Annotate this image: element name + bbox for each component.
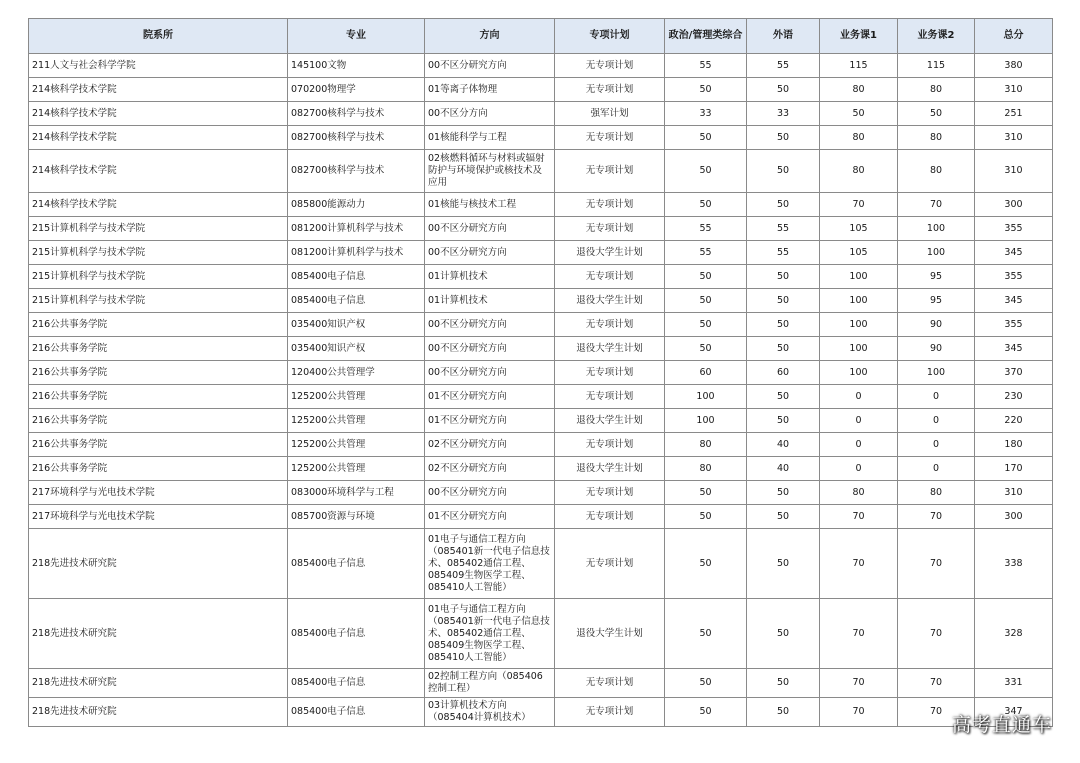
- major-cell: 125200公共管理: [288, 385, 425, 409]
- plan-cell: 退役大学生计划: [555, 289, 665, 313]
- course1-score-cell: 70: [820, 669, 898, 698]
- direction-cell: 00不区分研究方向: [425, 313, 555, 337]
- language-score-cell: 50: [747, 669, 820, 698]
- course1-score-cell: 70: [820, 529, 898, 599]
- course2-score-cell: 100: [898, 361, 975, 385]
- politics-score-cell: 100: [665, 409, 747, 433]
- total-score-cell: 300: [975, 193, 1053, 217]
- politics-score-cell: 55: [665, 241, 747, 265]
- direction-cell: 00不区分方向: [425, 102, 555, 126]
- table-row: [29, 265, 1053, 289]
- course2-score-cell: 70: [898, 698, 975, 727]
- course2-score-cell: 100: [898, 241, 975, 265]
- politics-score-cell: 50: [665, 265, 747, 289]
- politics-score-cell: 33: [665, 102, 747, 126]
- direction-cell: 02不区分研究方向: [425, 433, 555, 457]
- total-score-cell: 370: [975, 361, 1053, 385]
- table-row: [29, 54, 1053, 78]
- language-score-cell: 50: [747, 698, 820, 727]
- language-score-cell: 50: [747, 337, 820, 361]
- plan-cell: 无专项计划: [555, 193, 665, 217]
- politics-score-cell: 100: [665, 385, 747, 409]
- language-score-cell: 50: [747, 78, 820, 102]
- plan-cell: 退役大学生计划: [555, 241, 665, 265]
- plan-cell: 退役大学生计划: [555, 457, 665, 481]
- plan-cell: 无专项计划: [555, 54, 665, 78]
- direction-cell: 01不区分研究方向: [425, 409, 555, 433]
- direction-cell: 01计算机技术: [425, 289, 555, 313]
- dept-cell: 218先进技术研究院: [29, 669, 288, 698]
- politics-score-cell: 50: [665, 698, 747, 727]
- course1-score-cell: 0: [820, 433, 898, 457]
- language-score-cell: 55: [747, 54, 820, 78]
- major-cell: 085400电子信息: [288, 599, 425, 669]
- language-score-cell: 33: [747, 102, 820, 126]
- language-score-cell: 50: [747, 505, 820, 529]
- major-cell: 145100文物: [288, 54, 425, 78]
- major-cell: 083000环境科学与工程: [288, 481, 425, 505]
- header-language: 外语: [747, 19, 820, 54]
- course2-score-cell: 0: [898, 433, 975, 457]
- language-score-cell: 55: [747, 241, 820, 265]
- direction-cell: 01计算机技术: [425, 265, 555, 289]
- politics-score-cell: 50: [665, 78, 747, 102]
- language-score-cell: 60: [747, 361, 820, 385]
- total-score-cell: 331: [975, 669, 1053, 698]
- table-row: [29, 457, 1053, 481]
- politics-score-cell: 50: [665, 193, 747, 217]
- course1-score-cell: 70: [820, 599, 898, 669]
- course2-score-cell: 0: [898, 457, 975, 481]
- direction-cell: 02控制工程方向（085406控制工程）: [425, 669, 555, 698]
- plan-cell: 无专项计划: [555, 505, 665, 529]
- plan-cell: 无专项计划: [555, 265, 665, 289]
- direction-cell: 02不区分研究方向: [425, 457, 555, 481]
- course1-score-cell: 100: [820, 265, 898, 289]
- total-score-cell: 380: [975, 54, 1053, 78]
- course2-score-cell: 90: [898, 313, 975, 337]
- total-score-cell: 300: [975, 505, 1053, 529]
- language-score-cell: 55: [747, 217, 820, 241]
- table-row: [29, 217, 1053, 241]
- plan-cell: 退役大学生计划: [555, 337, 665, 361]
- politics-score-cell: 50: [665, 313, 747, 337]
- course1-score-cell: 80: [820, 78, 898, 102]
- major-cell: 125200公共管理: [288, 433, 425, 457]
- language-score-cell: 40: [747, 457, 820, 481]
- total-score-cell: 328: [975, 599, 1053, 669]
- plan-cell: 无专项计划: [555, 529, 665, 599]
- politics-score-cell: 50: [665, 337, 747, 361]
- direction-cell: 00不区分研究方向: [425, 337, 555, 361]
- total-score-cell: 345: [975, 241, 1053, 265]
- table-row: [29, 481, 1053, 505]
- total-score-cell: 338: [975, 529, 1053, 599]
- direction-cell: 01电子与通信工程方向（085401新一代电子信息技术、085402通信工程、085409生物医学工程、085410人工智能）: [425, 599, 555, 669]
- direction-cell: 01不区分研究方向: [425, 505, 555, 529]
- plan-cell: 无专项计划: [555, 78, 665, 102]
- dept-cell: 216公共事务学院: [29, 433, 288, 457]
- major-cell: 035400知识产权: [288, 313, 425, 337]
- table-row: [29, 669, 1053, 698]
- course1-score-cell: 70: [820, 505, 898, 529]
- header-course1: 业务课1: [820, 19, 898, 54]
- direction-cell: 01核能与核技术工程: [425, 193, 555, 217]
- course1-score-cell: 105: [820, 217, 898, 241]
- table-row: [29, 289, 1053, 313]
- direction-cell: 01电子与通信工程方向（085401新一代电子信息技术、085402通信工程、085409生物医学工程、085410人工智能）: [425, 529, 555, 599]
- dept-cell: 215计算机科学与技术学院: [29, 241, 288, 265]
- major-cell: 035400知识产权: [288, 337, 425, 361]
- course2-score-cell: 70: [898, 505, 975, 529]
- course2-score-cell: 115: [898, 54, 975, 78]
- plan-cell: 无专项计划: [555, 361, 665, 385]
- dept-cell: 217环境科学与光电技术学院: [29, 505, 288, 529]
- politics-score-cell: 50: [665, 599, 747, 669]
- course1-score-cell: 100: [820, 337, 898, 361]
- total-score-cell: 170: [975, 457, 1053, 481]
- course2-score-cell: 80: [898, 150, 975, 193]
- major-cell: 082700核科学与技术: [288, 126, 425, 150]
- direction-cell: 01不区分研究方向: [425, 385, 555, 409]
- politics-score-cell: 50: [665, 529, 747, 599]
- dept-cell: 211人文与社会科学学院: [29, 54, 288, 78]
- total-score-cell: 310: [975, 150, 1053, 193]
- table-row: [29, 361, 1053, 385]
- direction-cell: 00不区分研究方向: [425, 54, 555, 78]
- course2-score-cell: 70: [898, 529, 975, 599]
- direction-cell: 03计算机技术方向（085404计算机技术）: [425, 698, 555, 727]
- table-row: [29, 102, 1053, 126]
- course2-score-cell: 70: [898, 193, 975, 217]
- table-body: [29, 54, 1053, 727]
- plan-cell: 无专项计划: [555, 433, 665, 457]
- table-row: [29, 337, 1053, 361]
- course2-score-cell: 100: [898, 217, 975, 241]
- course1-score-cell: 80: [820, 126, 898, 150]
- dept-cell: 215计算机科学与技术学院: [29, 217, 288, 241]
- language-score-cell: 40: [747, 433, 820, 457]
- course1-score-cell: 80: [820, 150, 898, 193]
- major-cell: 085400电子信息: [288, 265, 425, 289]
- plan-cell: 强军计划: [555, 102, 665, 126]
- table-row: [29, 529, 1053, 599]
- total-score-cell: 355: [975, 265, 1053, 289]
- major-cell: 081200计算机科学与技术: [288, 241, 425, 265]
- table-row: [29, 150, 1053, 193]
- course2-score-cell: 95: [898, 289, 975, 313]
- politics-score-cell: 50: [665, 481, 747, 505]
- major-cell: 085400电子信息: [288, 529, 425, 599]
- dept-cell: 215计算机科学与技术学院: [29, 289, 288, 313]
- language-score-cell: 50: [747, 529, 820, 599]
- language-score-cell: 50: [747, 599, 820, 669]
- course2-score-cell: 80: [898, 481, 975, 505]
- dept-cell: 218先进技术研究院: [29, 529, 288, 599]
- course1-score-cell: 80: [820, 481, 898, 505]
- course2-score-cell: 80: [898, 78, 975, 102]
- course1-score-cell: 100: [820, 289, 898, 313]
- total-score-cell: 310: [975, 78, 1053, 102]
- table-row: [29, 385, 1053, 409]
- dept-cell: 216公共事务学院: [29, 457, 288, 481]
- dept-cell: 217环境科学与光电技术学院: [29, 481, 288, 505]
- plan-cell: 无专项计划: [555, 126, 665, 150]
- plan-cell: 无专项计划: [555, 481, 665, 505]
- politics-score-cell: 50: [665, 126, 747, 150]
- header-dept: 院系所: [29, 19, 288, 54]
- course1-score-cell: 0: [820, 385, 898, 409]
- direction-cell: 00不区分研究方向: [425, 217, 555, 241]
- header-direction: 方向: [425, 19, 555, 54]
- total-score-cell: 355: [975, 217, 1053, 241]
- header-total: 总分: [975, 19, 1053, 54]
- dept-cell: 218先进技术研究院: [29, 698, 288, 727]
- major-cell: 070200物理学: [288, 78, 425, 102]
- course1-score-cell: 70: [820, 698, 898, 727]
- total-score-cell: 310: [975, 481, 1053, 505]
- header-row: [29, 19, 1053, 54]
- major-cell: 085400电子信息: [288, 289, 425, 313]
- major-cell: 125200公共管理: [288, 457, 425, 481]
- direction-cell: 02核燃料循环与材料或辐射防护与环境保护或核技术及应用: [425, 150, 555, 193]
- dept-cell: 214核科学技术学院: [29, 102, 288, 126]
- course2-score-cell: 95: [898, 265, 975, 289]
- plan-cell: 退役大学生计划: [555, 409, 665, 433]
- total-score-cell: 355: [975, 313, 1053, 337]
- dept-cell: 216公共事务学院: [29, 337, 288, 361]
- header-plan: 专项计划: [555, 19, 665, 54]
- table-row: [29, 433, 1053, 457]
- course2-score-cell: 90: [898, 337, 975, 361]
- language-score-cell: 50: [747, 126, 820, 150]
- dept-cell: 214核科学技术学院: [29, 78, 288, 102]
- politics-score-cell: 55: [665, 54, 747, 78]
- language-score-cell: 50: [747, 385, 820, 409]
- total-score-cell: 345: [975, 289, 1053, 313]
- course2-score-cell: 0: [898, 385, 975, 409]
- course2-score-cell: 70: [898, 669, 975, 698]
- dept-cell: 214核科学技术学院: [29, 150, 288, 193]
- dept-cell: 216公共事务学院: [29, 361, 288, 385]
- course1-score-cell: 0: [820, 457, 898, 481]
- watermark-text: 高考直通车: [951, 714, 1052, 736]
- course1-score-cell: 100: [820, 313, 898, 337]
- language-score-cell: 50: [747, 313, 820, 337]
- language-score-cell: 50: [747, 409, 820, 433]
- course2-score-cell: 0: [898, 409, 975, 433]
- plan-cell: 无专项计划: [555, 669, 665, 698]
- major-cell: 085400电子信息: [288, 669, 425, 698]
- table-row: [29, 698, 1053, 727]
- total-score-cell: 220: [975, 409, 1053, 433]
- language-score-cell: 50: [747, 150, 820, 193]
- course1-score-cell: 50: [820, 102, 898, 126]
- plan-cell: 退役大学生计划: [555, 599, 665, 669]
- total-score-cell: 230: [975, 385, 1053, 409]
- plan-cell: 无专项计划: [555, 313, 665, 337]
- politics-score-cell: 80: [665, 433, 747, 457]
- language-score-cell: 50: [747, 289, 820, 313]
- course2-score-cell: 50: [898, 102, 975, 126]
- dept-cell: 218先进技术研究院: [29, 599, 288, 669]
- course1-score-cell: 0: [820, 409, 898, 433]
- course1-score-cell: 115: [820, 54, 898, 78]
- politics-score-cell: 55: [665, 217, 747, 241]
- direction-cell: 00不区分研究方向: [425, 481, 555, 505]
- course2-score-cell: 70: [898, 599, 975, 669]
- total-score-cell: 345: [975, 337, 1053, 361]
- table-row: [29, 313, 1053, 337]
- table-row: [29, 78, 1053, 102]
- dept-cell: 216公共事务学院: [29, 313, 288, 337]
- major-cell: 125200公共管理: [288, 409, 425, 433]
- politics-score-cell: 50: [665, 289, 747, 313]
- major-cell: 082700核科学与技术: [288, 150, 425, 193]
- header-course2: 业务课2: [898, 19, 975, 54]
- course1-score-cell: 105: [820, 241, 898, 265]
- major-cell: 081200计算机科学与技术: [288, 217, 425, 241]
- total-score-cell: 251: [975, 102, 1053, 126]
- politics-score-cell: 60: [665, 361, 747, 385]
- dept-cell: 216公共事务学院: [29, 385, 288, 409]
- direction-cell: 00不区分研究方向: [425, 361, 555, 385]
- politics-score-cell: 80: [665, 457, 747, 481]
- plan-cell: 无专项计划: [555, 150, 665, 193]
- dept-cell: 214核科学技术学院: [29, 126, 288, 150]
- table-row: [29, 193, 1053, 217]
- total-score-cell: 180: [975, 433, 1053, 457]
- major-cell: 085400电子信息: [288, 698, 425, 727]
- table-row: [29, 599, 1053, 669]
- table-row: [29, 126, 1053, 150]
- direction-cell: 01等离子体物理: [425, 78, 555, 102]
- total-score-cell: 310: [975, 126, 1053, 150]
- major-cell: 082700核科学与技术: [288, 102, 425, 126]
- dept-cell: 216公共事务学院: [29, 409, 288, 433]
- language-score-cell: 50: [747, 265, 820, 289]
- course1-score-cell: 100: [820, 361, 898, 385]
- header-major: 专业: [288, 19, 425, 54]
- plan-cell: 无专项计划: [555, 385, 665, 409]
- major-cell: 085800能源动力: [288, 193, 425, 217]
- course1-score-cell: 70: [820, 193, 898, 217]
- language-score-cell: 50: [747, 193, 820, 217]
- table-row: [29, 505, 1053, 529]
- table-row: [29, 241, 1053, 265]
- direction-cell: 01核能科学与工程: [425, 126, 555, 150]
- dept-cell: 215计算机科学与技术学院: [29, 265, 288, 289]
- politics-score-cell: 50: [665, 669, 747, 698]
- plan-cell: 无专项计划: [555, 698, 665, 727]
- politics-score-cell: 50: [665, 505, 747, 529]
- direction-cell: 00不区分研究方向: [425, 241, 555, 265]
- plan-cell: 无专项计划: [555, 217, 665, 241]
- dept-cell: 214核科学技术学院: [29, 193, 288, 217]
- table-row: [29, 409, 1053, 433]
- course2-score-cell: 80: [898, 126, 975, 150]
- politics-score-cell: 50: [665, 150, 747, 193]
- major-cell: 120400公共管理学: [288, 361, 425, 385]
- total-score-cell: 347: [975, 698, 1053, 727]
- header-politics: 政治/管理类综合: [665, 19, 747, 54]
- major-cell: 085700资源与环境: [288, 505, 425, 529]
- language-score-cell: 50: [747, 481, 820, 505]
- score-table: [28, 18, 1053, 727]
